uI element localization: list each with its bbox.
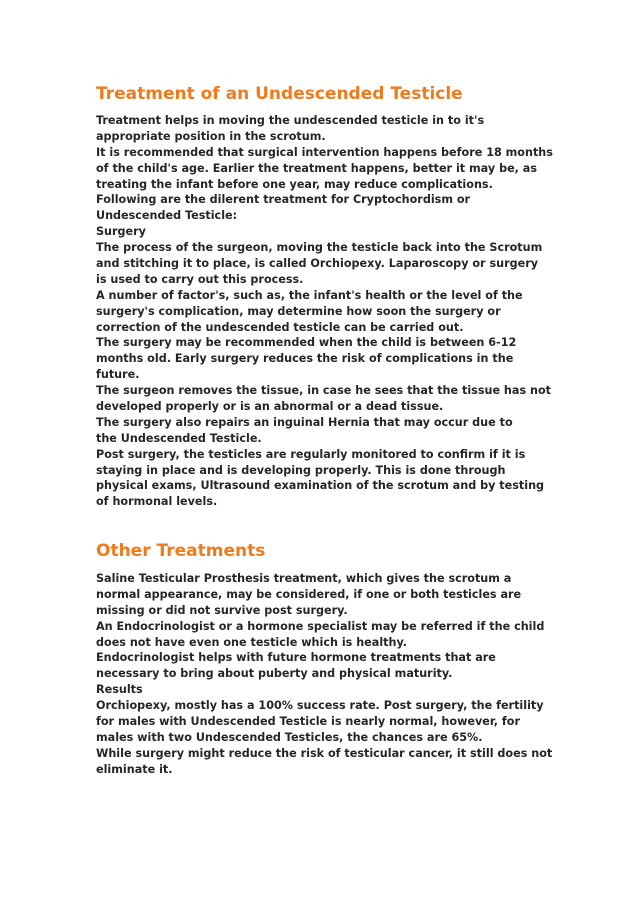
text-line: Saline Testicular Prosthesis treatment, which gives the scrotum a <box>96 572 512 585</box>
section-heading-other-treatments: Other Treatments <box>96 541 266 561</box>
text-line: Following are the dilerent treatment for Cryptochordism or <box>96 193 471 207</box>
text-line: of hormonal levels. <box>96 495 218 509</box>
text-line: Undescended Testicle: <box>96 209 238 223</box>
text-line: Endocrinologist helps with future hormone treatments that are <box>96 651 496 665</box>
text-line: The surgery may be recommended when the child is between 6-12 <box>96 336 517 350</box>
text-line: The surgeon removes the tissue, in case he sees that the tissue has not <box>96 384 552 398</box>
text-line: necessary to bring about puberty and physical maturity. <box>96 667 453 681</box>
text-line: males with two Undescended Testicles, the chances are 65%. <box>96 730 483 744</box>
text-line: surgery's complication, may determine how soon the surgery or <box>96 304 501 318</box>
text-line: An Endocrinologist or a hormone specialist may be referred if the child <box>96 619 545 633</box>
text-line: and stitching it to place, is called Orchiopexy. Laparoscopy or surgery <box>96 257 539 271</box>
text-line: the Undescended Testicle. <box>96 431 262 445</box>
text-line: It is recommended that surgical intervention happens before 18 months <box>96 145 553 159</box>
text-line: eliminate it. <box>96 762 173 776</box>
text-line: is used to carry out this process. <box>96 272 304 286</box>
section-body-other-treatments <box>96 571 556 778</box>
text-line: Results <box>96 683 143 697</box>
text-line: A number of factor's, such as, the infant's health or the level of the <box>96 288 523 302</box>
text-line: The process of the surgeon, moving the testicle back into the Scrotum <box>96 241 543 255</box>
text-line: of the child's age. Earlier the treatment happens, better it may be, as <box>96 161 538 175</box>
text-line: developed properly or is an abnormal or a dead tissue. <box>96 400 444 414</box>
text-line: Treatment helps in moving the undescended testicle in to it's <box>96 114 485 127</box>
text-line: physical exams, Ultrasound examination of the scrotum and by testing <box>96 479 545 493</box>
text-line: treating the infant before one year, may reduce complications. <box>96 177 493 191</box>
text-line: does not have even one testicle which is healthy. <box>96 635 407 649</box>
section-heading-treatment: Treatment of an Undescended Testicle <box>96 84 463 104</box>
text-line: Post surgery, the testicles are regularly monitored to confirm if it is <box>96 447 526 461</box>
text-line: for males with Undescended Testicle is nearly normal, however, for <box>96 715 520 729</box>
text-line: While surgery might reduce the risk of testicular cancer, it still does not <box>96 746 553 760</box>
text-line: staying in place and is developing properly. This is done through <box>96 463 506 477</box>
text-line: normal appearance, may be considered, if one or both testicles are <box>96 587 522 601</box>
text-line: future. <box>96 368 140 382</box>
text-line: The surgery also repairs an inguinal Hernia that may occur due to <box>96 415 513 429</box>
section-body-treatment <box>96 113 556 510</box>
text-line: appropriate position in the scrotum. <box>96 129 326 143</box>
text-line: Surgery <box>96 225 146 239</box>
text-line: Orchiopexy, mostly has a 100% success rate. Post surgery, the fertility <box>96 699 544 713</box>
text-line: missing or did not survive post surgery. <box>96 603 348 617</box>
text-line: correction of the undescended testicle can be carried out. <box>96 320 464 334</box>
text-line: months old. Early surgery reduces the risk of complications in the <box>96 352 514 366</box>
